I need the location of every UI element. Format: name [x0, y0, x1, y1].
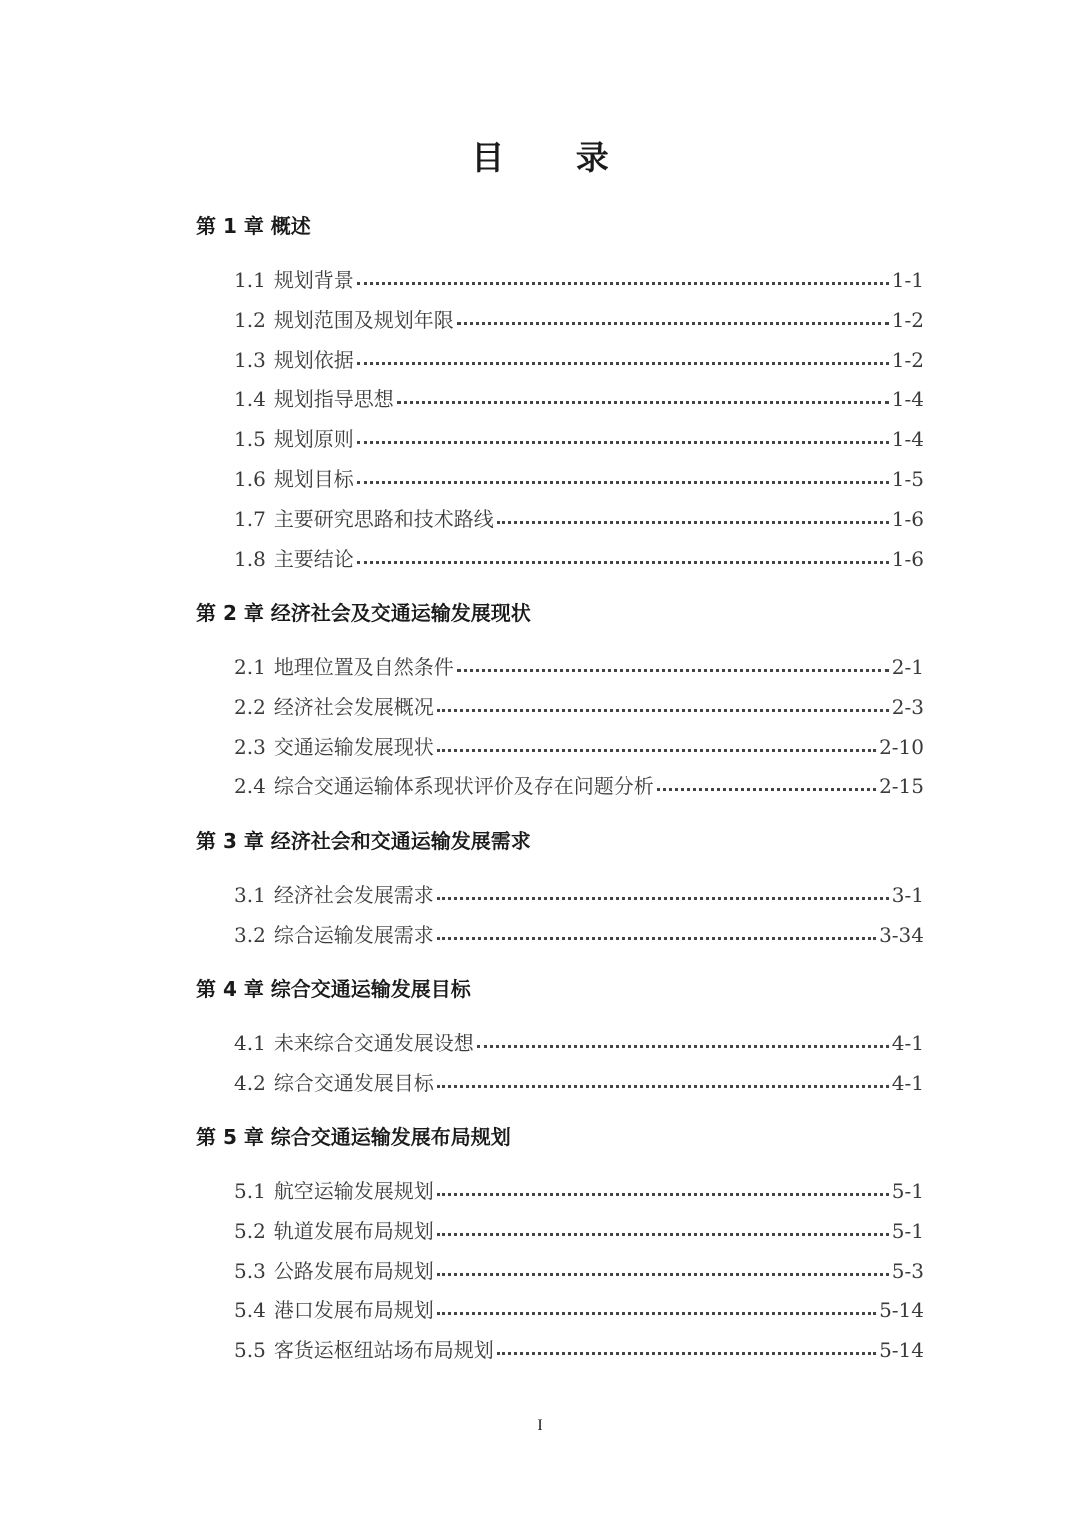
entry-number: 4.2 — [234, 1071, 266, 1095]
entry-title: 航空运输发展规划 — [273, 1179, 434, 1203]
entry-title: 规划范围及规划年限 — [273, 308, 454, 332]
toc-entry[interactable] — [234, 424, 924, 454]
dot-leader — [357, 362, 889, 365]
entry-page: 5-14 — [879, 1298, 924, 1322]
entry-page: 2-3 — [891, 695, 924, 719]
entry-title: 公路发展布局规划 — [273, 1259, 434, 1283]
toc-entry[interactable] — [234, 880, 924, 910]
entry-page: 1-6 — [891, 507, 924, 531]
toc-entry[interactable] — [234, 732, 924, 762]
dot-leader — [437, 1233, 889, 1236]
dot-leader — [457, 322, 889, 325]
toc-entry[interactable] — [234, 1028, 924, 1058]
entry-page: 2-10 — [879, 735, 924, 759]
entry-number: 1.1 — [234, 268, 266, 292]
entry-title: 综合交通发展目标 — [273, 1071, 434, 1095]
page-number: I — [537, 1417, 543, 1434]
entry-page: 1-5 — [891, 467, 924, 491]
toc-entry[interactable] — [234, 544, 924, 574]
entry-title: 综合交通运输体系现状评价及存在问题分析 — [273, 774, 654, 798]
entry-page: 3-34 — [879, 923, 924, 947]
toc-entry[interactable] — [234, 1335, 924, 1365]
entry-title: 主要研究思路和技术路线 — [273, 507, 494, 531]
toc-entry[interactable] — [234, 464, 924, 494]
dot-leader — [437, 897, 889, 900]
dot-leader — [357, 481, 889, 484]
entry-page: 2-1 — [891, 655, 924, 679]
dot-leader — [357, 441, 889, 444]
entry-page: 5-1 — [891, 1219, 924, 1243]
entry-number: 1.5 — [234, 427, 266, 451]
entry-number: 1.4 — [234, 387, 266, 411]
chapter-heading: 第 5 章 综合交通运输发展布局规划 — [196, 1125, 511, 1149]
entry-title: 未来综合交通发展设想 — [273, 1031, 474, 1055]
entry-title: 规划依据 — [273, 348, 354, 372]
toc-entry[interactable] — [234, 384, 924, 414]
entry-title: 经济社会发展需求 — [273, 883, 434, 907]
entry-page: 1-1 — [891, 268, 924, 292]
entry-number: 1.2 — [234, 308, 266, 332]
chapter-heading: 第 2 章 经济社会及交通运输发展现状 — [196, 601, 531, 625]
entry-number: 2.3 — [234, 735, 266, 759]
entry-title: 港口发展布局规划 — [273, 1298, 434, 1322]
entry-page: 5-1 — [891, 1179, 924, 1203]
entry-title: 综合运输发展需求 — [273, 923, 434, 947]
entry-title: 经济社会发展概况 — [273, 695, 434, 719]
dot-leader — [497, 1352, 876, 1355]
entry-title: 地理位置及自然条件 — [273, 655, 454, 679]
entry-number: 2.2 — [234, 695, 266, 719]
entry-page: 1-4 — [891, 427, 924, 451]
dot-leader — [497, 521, 889, 524]
toc-entry[interactable] — [234, 1295, 924, 1325]
entry-title: 规划指导思想 — [273, 387, 394, 411]
entry-title: 规划背景 — [273, 268, 354, 292]
entry-number: 5.4 — [234, 1298, 266, 1322]
entry-number: 2.4 — [234, 774, 266, 798]
toc-entry[interactable] — [234, 652, 924, 682]
dot-leader — [437, 749, 876, 752]
entry-number: 2.1 — [234, 655, 266, 679]
entry-page: 2-15 — [879, 774, 924, 798]
entry-title: 客货运枢纽站场布局规划 — [273, 1338, 494, 1362]
dot-leader — [657, 788, 876, 791]
toc-entry[interactable] — [234, 345, 924, 375]
entry-number: 1.3 — [234, 348, 266, 372]
entry-page: 4-1 — [891, 1071, 924, 1095]
dot-leader — [357, 561, 889, 564]
entry-page: 1-2 — [891, 308, 924, 332]
entry-page: 3-1 — [891, 883, 924, 907]
dot-leader — [437, 1312, 876, 1315]
dot-leader — [397, 401, 889, 404]
entry-title: 轨道发展布局规划 — [273, 1219, 434, 1243]
dot-leader — [437, 937, 876, 940]
chapter-heading: 第 1 章 概述 — [196, 214, 311, 238]
entry-number: 1.6 — [234, 467, 266, 491]
toc-entry[interactable] — [234, 504, 924, 534]
dot-leader — [437, 709, 889, 712]
toc-entry[interactable] — [234, 920, 924, 950]
entry-number: 4.1 — [234, 1031, 266, 1055]
dot-leader — [437, 1193, 889, 1196]
dot-leader — [477, 1045, 889, 1048]
chapter-heading: 第 3 章 经济社会和交通运输发展需求 — [196, 829, 531, 853]
entry-page: 4-1 — [891, 1031, 924, 1055]
entry-title: 交通运输发展现状 — [273, 735, 434, 759]
entry-title: 规划目标 — [273, 467, 354, 491]
toc-entry[interactable] — [234, 692, 924, 722]
dot-leader — [437, 1085, 889, 1088]
entry-title: 规划原则 — [273, 427, 354, 451]
entry-number: 5.5 — [234, 1338, 266, 1362]
dot-leader — [357, 282, 889, 285]
entry-number: 5.3 — [234, 1259, 266, 1283]
entry-page: 1-4 — [891, 387, 924, 411]
entry-page: 5-14 — [879, 1338, 924, 1362]
entry-number: 1.8 — [234, 547, 266, 571]
page-title: 目 录 — [471, 138, 639, 177]
entry-page: 5-3 — [891, 1259, 924, 1283]
toc-entry[interactable] — [234, 305, 924, 335]
entry-number: 3.1 — [234, 883, 266, 907]
toc-entry[interactable] — [234, 265, 924, 295]
entry-number: 3.2 — [234, 923, 266, 947]
toc-entry[interactable] — [234, 1068, 924, 1098]
toc-entry[interactable] — [234, 771, 924, 801]
dot-leader — [457, 669, 889, 672]
entry-title: 主要结论 — [273, 547, 354, 571]
dot-leader — [437, 1273, 889, 1276]
toc-entry[interactable] — [234, 1176, 924, 1206]
entry-page: 1-6 — [891, 547, 924, 571]
entry-number: 5.1 — [234, 1179, 266, 1203]
chapter-heading: 第 4 章 综合交通运输发展目标 — [196, 977, 471, 1001]
entry-number: 5.2 — [234, 1219, 266, 1243]
toc-entry[interactable] — [234, 1256, 924, 1286]
toc-entry[interactable] — [234, 1216, 924, 1246]
entry-page: 1-2 — [891, 348, 924, 372]
entry-number: 1.7 — [234, 507, 266, 531]
